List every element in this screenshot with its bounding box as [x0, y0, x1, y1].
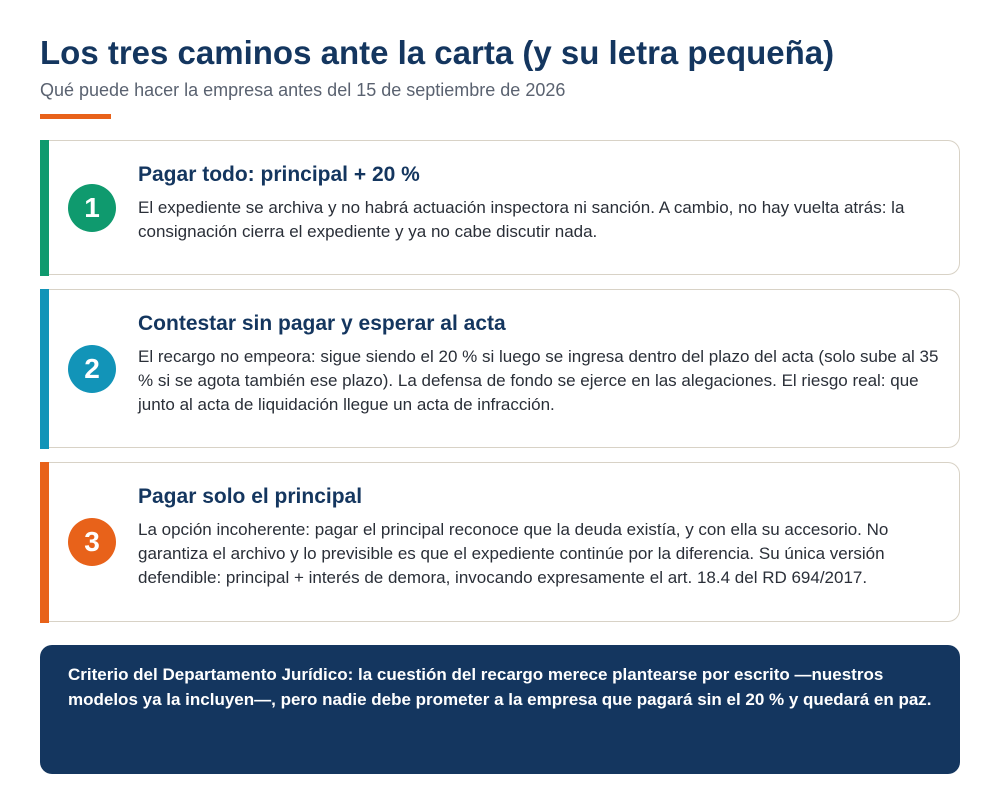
option-description: La opción incoherente: pagar el principal reconoce que la deuda existía, y con ella su accesorio. No garantiza el archivo y lo previsible es que el expediente continúe por la diferencia. Su única versión defendible: principal + interés de demora, invocando expresamente el art. 18.4 del RD 694/2017.	[138, 520, 889, 587]
option-description: El recargo no empeora: sigue siendo el 20 % si luego se ingresa dentro del plazo del acta (solo sube al 35 % si se agota también ese plazo). La defensa de fondo se ejerce en las alegaciones. El riesgo real: que junto al acta de liquidación llegue un acta de infracción.	[138, 347, 939, 414]
option-heading: Contestar sin pagar y esperar al acta	[138, 312, 506, 335]
option-description: El expediente se archiva y no habrá actuación inspectora ni sanción. A cambio, no hay vuelta atrás: la consignación cierra el expediente y ya no cabe discutir nada.	[138, 198, 905, 241]
accent-rule	[40, 114, 111, 119]
option-card-3	[40, 462, 960, 622]
option-number-badge: 1	[68, 184, 116, 232]
page-subtitle: Qué puede hacer la empresa antes del 15 de septiembre de 2026	[40, 80, 566, 100]
legal-department-callout: Criterio del Departamento Jurídico: la cuestión del recargo merece plantearse por escrito —nuestros modelos ya la incluyen—, pero nadie debe prometer a la empresa que pagará sin el 20 % y quedará en paz.	[40, 645, 960, 774]
option-color-bar	[40, 462, 49, 623]
option-number-badge: 2	[68, 345, 116, 393]
option-heading: Pagar solo el principal	[138, 485, 363, 508]
option-card-2	[40, 289, 960, 448]
option-heading: Pagar todo: principal + 20 %	[138, 163, 420, 186]
option-color-bar	[40, 140, 49, 276]
option-color-bar	[40, 289, 49, 449]
page-title: Los tres caminos ante la carta (y su letra pequeña)	[40, 34, 835, 71]
option-number-badge: 3	[68, 518, 116, 566]
option-card-1	[40, 140, 960, 275]
